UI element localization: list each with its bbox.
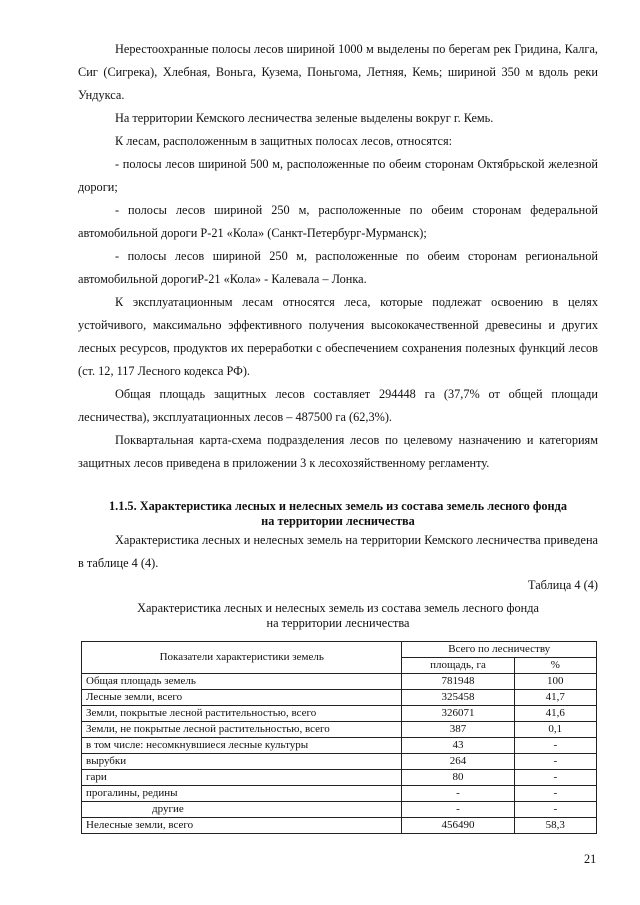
table-row [82, 770, 597, 786]
paragraph-exploitation-forests: К эксплуатационным лесам относятся леса, которые подлежат освоению в целях устойчивого, максимально эффективного получения высококачественной древесины и других лесных ресурсов, продуктов их переработки с обеспечением сохранения полезных функций лесов (ст. 12, 117 Лесного кодекса РФ). [78, 295, 598, 378]
header-indicator: Показатели характеристики земель [82, 642, 402, 674]
row-percent: 100 [514, 674, 596, 690]
table-row [82, 690, 597, 706]
row-area: 325458 [402, 690, 514, 706]
row-percent: - [514, 786, 596, 802]
header-total-group: Всего по лесничеству [402, 642, 597, 658]
row-area: 781948 [402, 674, 514, 690]
table-row [82, 738, 597, 754]
row-label: Нелесные земли, всего [82, 818, 402, 834]
row-label: Земли, не покрытые лесной растительностью, всего [82, 722, 402, 738]
row-area: 326071 [402, 706, 514, 722]
paragraph-total-area: Общая площадь защитных лесов составляет 294448 га (37,7% от общей площади лесничества), эксплуатационных лесов – 487500 га (62,3%). [78, 387, 598, 424]
row-area: - [402, 786, 514, 802]
row-percent: - [514, 738, 596, 754]
land-characteristics-table [81, 641, 597, 834]
row-label: вырубки [82, 754, 402, 770]
section-heading-line1: 1.1.5. Характеристика лесных и нелесных земель из состава земель лесного фонда [108, 499, 568, 513]
row-label: Земли, покрытые лесной растительностью, всего [82, 706, 402, 722]
row-area: 80 [402, 770, 514, 786]
header-area: площадь, га [402, 658, 514, 674]
row-area: 43 [402, 738, 514, 754]
row-percent: 41,7 [514, 690, 596, 706]
table-row [82, 786, 597, 802]
row-percent: - [514, 754, 596, 770]
row-area: 264 [402, 754, 514, 770]
header-percent: % [514, 658, 596, 674]
row-percent: - [514, 802, 596, 818]
row-area: 456490 [402, 818, 514, 834]
row-percent: 41,6 [514, 706, 596, 722]
section-heading [78, 499, 598, 529]
row-label: в том числе: несомкнувшиеся лесные культуры [82, 738, 402, 754]
paragraph-spawning-belts: Нерестоохранные полосы лесов шириной 1000 м выделены по берегам рек Гридина, Калга, Сиг (Сигрека), Хлебная, Воньга, Кузема, Поньгома, Летняя, Кемь; шириной 350 м вдоль реки Ундукса. [78, 42, 598, 102]
page-number: 21 [584, 852, 597, 866]
row-percent: - [514, 770, 596, 786]
row-label: другие [82, 802, 402, 818]
row-area: 387 [402, 722, 514, 738]
table-header-row [82, 642, 597, 658]
table-row [82, 706, 597, 722]
paragraph-green-zones: На территории Кемского лесничества зеленые выделены вокруг г. Кемь. [115, 111, 494, 125]
paragraph-section-intro: Характеристика лесных и нелесных земель на территории Кемского лесничества приведена в таблице 4 (4). [78, 533, 598, 570]
table-number: Таблица 4 (4) [527, 578, 598, 592]
row-label: прогалины, редины [82, 786, 402, 802]
paragraph-map-reference: Поквартальная карта-схема подразделения лесов по целевому назначению и категориям защитных лесов приведена в приложении 3 к лесохозяйственному регламенту. [78, 433, 598, 470]
table-row [82, 722, 597, 738]
table-caption [78, 601, 598, 631]
row-label: гари [82, 770, 402, 786]
paragraph-regional-road-belts: - полосы лесов шириной 250 м, расположенные по обеим сторонам региональной автомобильной дорогиР-21 «Кола» - Калевала – Лонка. [78, 249, 598, 286]
row-area: - [402, 802, 514, 818]
table-caption-line2: на территории лесничества [266, 616, 410, 630]
row-label: Лесные земли, всего [82, 690, 402, 706]
table-row [82, 754, 597, 770]
table-caption-line1: Характеристика лесных и нелесных земель из состава земель лесного фонда [137, 601, 539, 615]
table-row [82, 802, 597, 818]
paragraph-federal-road-belts: - полосы лесов шириной 250 м, расположенные по обеим сторонам федеральной автомобильной дороги Р-21 «Кола» (Санкт-Петербург-Мурманск); [78, 203, 598, 240]
paragraph-railway-belts: - полосы лесов шириной 500 м, расположенные по обеим сторонам Октябрьской железной дороги; [78, 157, 598, 194]
section-heading-line2: на территории лесничества [261, 514, 415, 528]
paragraph-protective-belts-intro: К лесам, расположенным в защитных полосах лесов, относятся: [115, 134, 453, 148]
table-row [82, 674, 597, 690]
row-percent: 58,3 [514, 818, 596, 834]
document-body [78, 38, 598, 631]
row-label: Общая площадь земель [82, 674, 402, 690]
row-percent: 0,1 [514, 722, 596, 738]
table-row [82, 818, 597, 834]
